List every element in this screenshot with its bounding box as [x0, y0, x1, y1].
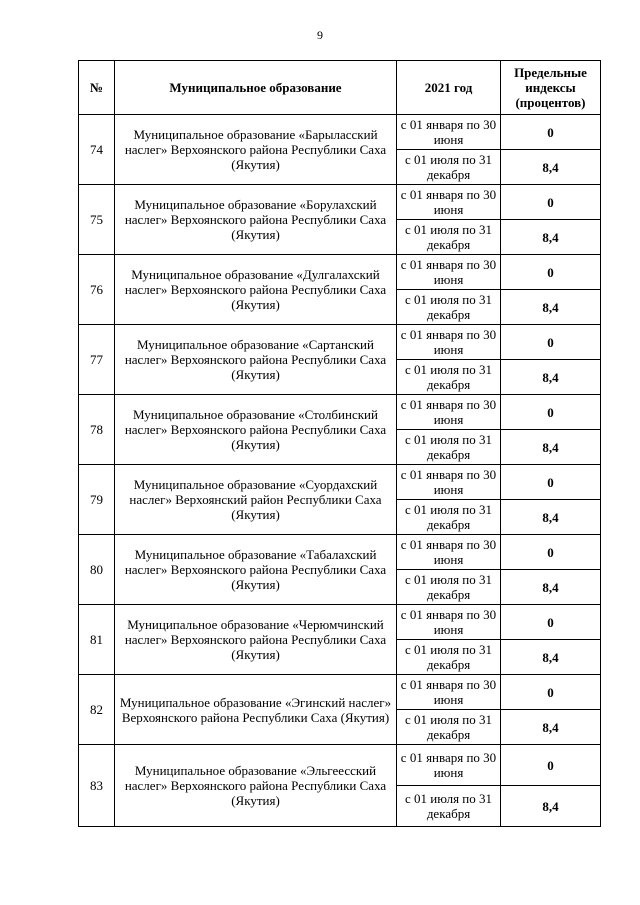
- row-number: 77: [79, 325, 115, 395]
- table-row: [79, 255, 601, 290]
- period-second-half: с 01 июля по 31 декабря: [397, 430, 501, 465]
- municipality-name: Муниципальное образование «Сартанский наслег» Верхоянского района Республики Саха (Якутия): [115, 325, 397, 395]
- period-second-half: с 01 июля по 31 декабря: [397, 640, 501, 675]
- municipality-name: Муниципальное образование «Черюмчинский наслег» Верхоянского района Республики Саха (Якутия): [115, 605, 397, 675]
- row-number: 74: [79, 115, 115, 185]
- index-second-half: 8,4: [501, 360, 601, 395]
- municipality-name: Муниципальное образование «Барыласский наслег» Верхоянского района Республики Саха (Якутия): [115, 115, 397, 185]
- index-second-half: 8,4: [501, 500, 601, 535]
- index-first-half: 0: [501, 605, 601, 640]
- header-number: №: [79, 61, 115, 115]
- table-row: [79, 745, 601, 786]
- index-first-half: 0: [501, 535, 601, 570]
- period-first-half: с 01 января по 30 июня: [397, 465, 501, 500]
- period-first-half: с 01 января по 30 июня: [397, 325, 501, 360]
- index-first-half: 0: [501, 395, 601, 430]
- index-second-half: 8,4: [501, 570, 601, 605]
- table-body: [79, 115, 601, 827]
- row-number: 76: [79, 255, 115, 325]
- index-first-half: 0: [501, 675, 601, 710]
- period-second-half: с 01 июля по 31 декабря: [397, 710, 501, 745]
- table-row: [79, 605, 601, 640]
- tariff-index-table: [78, 60, 601, 827]
- period-second-half: с 01 июля по 31 декабря: [397, 290, 501, 325]
- period-first-half: с 01 января по 30 июня: [397, 115, 501, 150]
- header-municipality: Муниципальное образование: [115, 61, 397, 115]
- municipality-name: Муниципальное образование «Дулгалахский наслег» Верхоянского района Республики Саха (Якутия): [115, 255, 397, 325]
- index-second-half: 8,4: [501, 290, 601, 325]
- period-second-half: с 01 июля по 31 декабря: [397, 220, 501, 255]
- period-first-half: с 01 января по 30 июня: [397, 675, 501, 710]
- period-second-half: с 01 июля по 31 декабря: [397, 500, 501, 535]
- index-second-half: 8,4: [501, 710, 601, 745]
- table-row: [79, 535, 601, 570]
- municipality-name: Муниципальное образование «Суордахский наслег» Верхоянский район Республики Саха (Якутия): [115, 465, 397, 535]
- row-number: 79: [79, 465, 115, 535]
- table-row: [79, 675, 601, 710]
- row-number: 83: [79, 745, 115, 827]
- period-second-half: с 01 июля по 31 декабря: [397, 786, 501, 827]
- table-row: [79, 115, 601, 150]
- page-number: 9: [317, 28, 323, 42]
- municipality-name: Муниципальное образование «Эльгеесский наслег» Верхоянского района Республики Саха (Якутия): [115, 745, 397, 827]
- index-second-half: 8,4: [501, 786, 601, 827]
- row-number: 78: [79, 395, 115, 465]
- period-first-half: с 01 января по 30 июня: [397, 255, 501, 290]
- index-first-half: 0: [501, 115, 601, 150]
- index-first-half: 0: [501, 745, 601, 786]
- index-first-half: 0: [501, 465, 601, 500]
- row-number: 80: [79, 535, 115, 605]
- row-number: 82: [79, 675, 115, 745]
- index-first-half: 0: [501, 325, 601, 360]
- table-row: [79, 465, 601, 500]
- index-second-half: 8,4: [501, 220, 601, 255]
- row-number: 75: [79, 185, 115, 255]
- municipality-name: Муниципальное образование «Эгинский наслег» Верхоянского района Республики Саха (Якутия): [115, 675, 397, 745]
- period-first-half: с 01 января по 30 июня: [397, 745, 501, 786]
- period-first-half: с 01 января по 30 июня: [397, 395, 501, 430]
- period-first-half: с 01 января по 30 июня: [397, 185, 501, 220]
- municipality-name: Муниципальное образование «Табалахский наслег» Верхоянского района Республики Саха (Якутия): [115, 535, 397, 605]
- table-row: [79, 185, 601, 220]
- period-first-half: с 01 января по 30 июня: [397, 535, 501, 570]
- index-second-half: 8,4: [501, 640, 601, 675]
- index-first-half: 0: [501, 255, 601, 290]
- municipality-name: Муниципальное образование «Столбинский наслег» Верхоянского района Республики Саха (Якутия): [115, 395, 397, 465]
- header-year: 2021 год: [397, 61, 501, 115]
- index-second-half: 8,4: [501, 430, 601, 465]
- index-second-half: 8,4: [501, 150, 601, 185]
- row-number: 81: [79, 605, 115, 675]
- index-first-half: 0: [501, 185, 601, 220]
- period-second-half: с 01 июля по 31 декабря: [397, 570, 501, 605]
- table-header-row: [79, 61, 601, 115]
- municipality-name: Муниципальное образование «Борулахский наслег» Верхоянского района Республики Саха (Якутия): [115, 185, 397, 255]
- header-index: Предельные индексы (процентов): [501, 61, 601, 115]
- period-second-half: с 01 июля по 31 декабря: [397, 360, 501, 395]
- period-first-half: с 01 января по 30 июня: [397, 605, 501, 640]
- table-row: [79, 395, 601, 430]
- period-second-half: с 01 июля по 31 декабря: [397, 150, 501, 185]
- table-row: [79, 325, 601, 360]
